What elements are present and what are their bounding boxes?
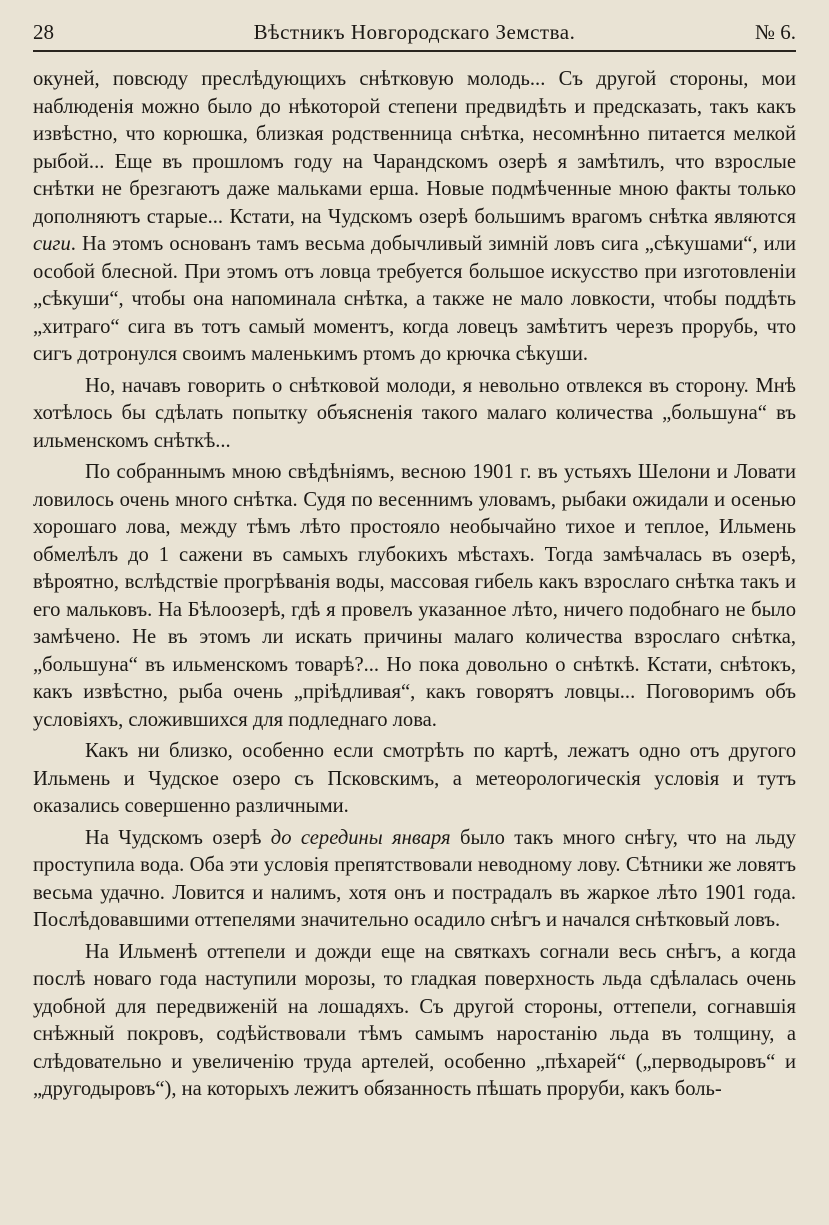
text-segment: На Чудскомъ озерѣ <box>85 826 271 849</box>
text-segment: окуней, повсюду преслѣдующихъ снѣтковую молодь... Съ другой стороны, мои наблюденія можно было до нѣкоторой степени предвидѣть и предсказать, такъ какъ извѣстно, что корюшка, близкая родственница снѣтка, несомнѣнно питается мелкой рыбой... Еще въ прошломъ году на Чарандскомъ озерѣ я замѣтилъ, что взрослые снѣтки не брезгаютъ даже мальками ерша. Новые подмѣченные мною факты только дополняютъ старые... Кстати, на Чудскомъ озерѣ большимъ врагомъ снѣтка являются <box>33 68 796 228</box>
running-title: Вѣстникъ Новгородскаго Земства. <box>253 20 576 44</box>
paragraph <box>33 825 796 935</box>
paragraph <box>33 459 796 734</box>
page-number: 28 <box>33 20 54 44</box>
issue-number: № 6. <box>754 20 796 44</box>
header-rule <box>33 50 796 52</box>
paragraph <box>33 939 796 1104</box>
text-segment: . На этомъ основанъ тамъ весьма добычливый зимній ловъ сига „сѣкушами“, или особой блесной. При этомъ отъ ловца требуется большое искусство при изготовленіи „сѣкуши“, чтобы она напоминала снѣтка, а также не мало ловкости, чтобы поддѣть „хитраго“ сига въ тотъ самый моментъ, когда ловецъ замѣтитъ черезъ прорубь, что сигъ дотронулся своимъ маленькимъ ртомъ до крючка сѣкуши. <box>33 233 796 365</box>
article-body <box>33 66 796 1108</box>
italic-segment: до середины января <box>270 826 451 849</box>
paragraph <box>33 66 796 369</box>
text-segment: Какъ ни близко, особенно если смотрѣть по картѣ, лежатъ одно отъ другого Ильмень и Чудское озеро съ Псковскимъ, а метеорологическія условія и тутъ оказались совершенно различными. <box>33 740 796 817</box>
paragraph <box>33 373 796 456</box>
text-segment: На Ильменѣ оттепели и дожди еще на святкахъ согнали весь снѣгъ, а когда послѣ новаго года наступили морозы, то гладкая поверхность льда сдѣлалась очень удобной для передвиженій на лошадяхъ. Съ другой стороны, оттепели, согнавшія снѣжный покровъ, содѣйствовали тѣмъ самымъ наростанію льда въ толщину, а слѣдовательно и увеличенію труда артелей, особенно „пѣхарей“ („перводыровъ“ и „другодыровъ“), на которыхъ лежитъ обязанность пѣшать проруби, какъ боль- <box>33 940 796 1100</box>
text-segment: Но, начавъ говорить о снѣтковой молоди, я невольно отвлекся въ сторону. Мнѣ хотѣлось бы сдѣлать попытку объясненія такого малаго количества „большуна“ въ ильменскомъ снѣткѣ... <box>33 374 796 452</box>
text-segment: По собраннымъ мною свѣдѣніямъ, весною 1901 г. въ устьяхъ Шелони и Ловати ловилось очень много снѣтка. Судя по весеннимъ уловамъ, рыбаки ожидали и осенью хорошаго лова, между тѣмъ лѣто простояло необычайно тихое и теплое, Ильмень обмелѣлъ до 1 сажени въ самыхъ глубокихъ мѣстахъ. Тогда замѣчалась въ озерѣ, вѣроятно, вслѣдствіе прогрѣванія воды, массовая гибель какъ взрослаго снѣтка такъ и его мальковъ. На Бѣлоозерѣ, гдѣ я провелъ указанное лѣто, ничего подобнаго не было замѣчено. Не въ этомъ ли искать причины малаго количества взрослаго снѣтка, „большуна“ въ ильменскомъ товарѣ?... Но пока довольно о снѣткѣ. Кстати, снѣтокъ, какъ извѣстно, рыба очень „пріѣдливая“, какъ говорятъ ловцы... Поговоримъ объ условіяхъ, сложившихся для подледнаго лова. <box>33 461 796 731</box>
text-segment: было такъ много снѣгу, что на льду проступила вода. Оба эти условія препятствовали неводному лову. Сѣтники же ловятъ весьма удачно. Ловится и налимъ, хотя онъ и пострадалъ въ жаркое лѣто 1901 года. Послѣдовавшими оттепелями значительно осадило снѣгъ и начался снѣтковый ловъ. <box>33 826 797 931</box>
italic-segment: сиги <box>33 233 71 255</box>
page-header <box>33 14 796 50</box>
paragraph <box>33 738 796 821</box>
